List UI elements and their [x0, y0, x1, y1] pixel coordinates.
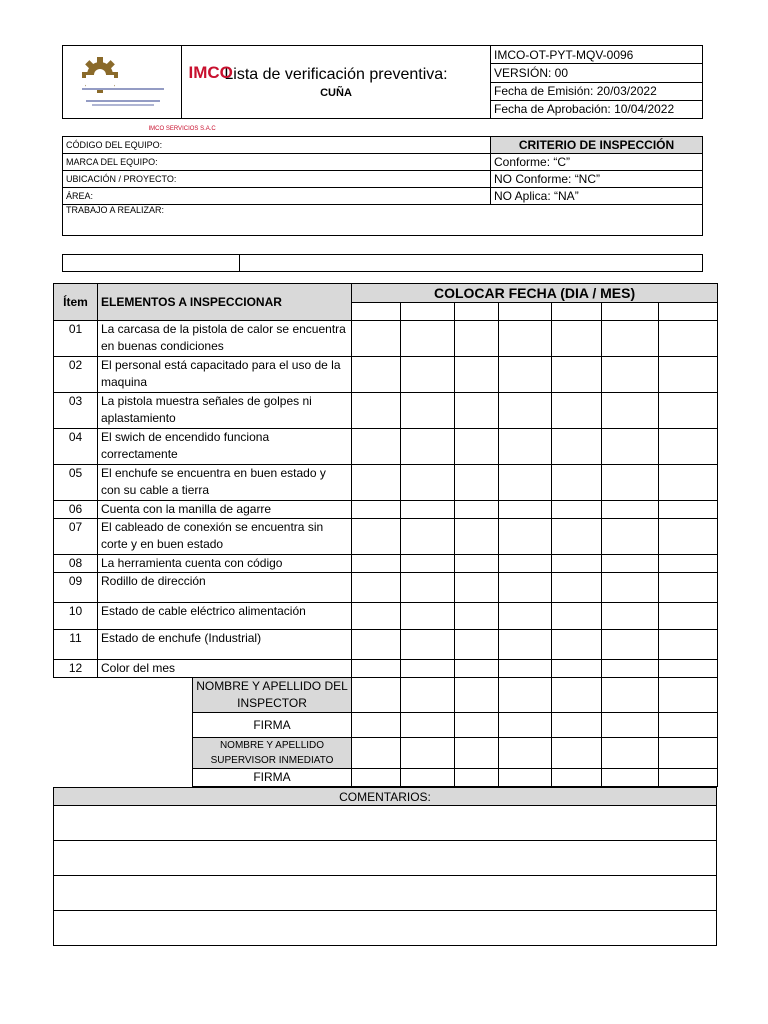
inspector-cell[interactable] — [659, 678, 718, 713]
blank-cell[interactable] — [240, 255, 703, 272]
check-cell[interactable] — [659, 429, 718, 465]
check-cell[interactable] — [352, 465, 401, 501]
logo-subtext: IMCO SERVICIOS S.A.C — [148, 125, 216, 132]
item-number: 04 — [54, 429, 98, 465]
check-cell[interactable] — [499, 501, 552, 519]
check-cell[interactable] — [401, 519, 455, 555]
check-cell[interactable] — [499, 573, 552, 603]
item-number: 08 — [54, 555, 98, 573]
supervisor-cell[interactable] — [499, 738, 552, 769]
inspection-row — [54, 321, 718, 357]
inspector-cell[interactable] — [401, 678, 455, 713]
check-cell[interactable] — [602, 555, 659, 573]
check-cell[interactable] — [401, 660, 455, 678]
check-cell[interactable] — [659, 357, 718, 393]
inspector-name-label: NOMBRE Y APELLIDO DEL INSPECTOR — [193, 678, 352, 713]
supervisor-cell[interactable] — [401, 738, 455, 769]
check-cell[interactable] — [659, 519, 718, 555]
check-cell[interactable] — [602, 630, 659, 660]
location-project-field[interactable]: UBICACIÓN / PROYECTO: — [63, 171, 491, 188]
check-cell[interactable] — [352, 357, 401, 393]
signature-cell[interactable] — [602, 713, 659, 738]
check-cell[interactable] — [552, 429, 602, 465]
supervisor-cell[interactable] — [352, 738, 401, 769]
date-cell[interactable] — [659, 303, 718, 321]
item-column-header: Ítem — [54, 284, 98, 321]
check-cell[interactable] — [602, 660, 659, 678]
equipment-brand-field[interactable]: MARCA DEL EQUIPO: — [63, 154, 491, 171]
document-header — [62, 45, 703, 132]
check-cell[interactable] — [352, 519, 401, 555]
area-field[interactable]: ÁREA: — [63, 188, 491, 205]
check-cell[interactable] — [499, 465, 552, 501]
elements-column-header: ELEMENTOS A INSPECCIONAR — [98, 284, 352, 321]
signature-cell[interactable] — [552, 769, 602, 787]
check-cell[interactable] — [455, 429, 499, 465]
work-to-perform-field[interactable]: TRABAJO A REALIZAR: — [63, 205, 703, 236]
item-number: 03 — [54, 393, 98, 429]
check-cell[interactable] — [552, 321, 602, 357]
supervisor-signature-label: FIRMA — [193, 769, 352, 787]
signature-cell[interactable] — [455, 769, 499, 787]
inspection-element: El enchufe se encuentra en buen estado y con su cable a tierra — [98, 465, 352, 501]
check-cell[interactable] — [455, 393, 499, 429]
inspection-row — [54, 603, 718, 630]
item-number: 01 — [54, 321, 98, 357]
check-cell[interactable] — [455, 573, 499, 603]
inspection-rows — [54, 321, 718, 678]
signature-cell[interactable] — [401, 713, 455, 738]
supervisor-name-label: NOMBRE Y APELLIDO SUPERVISOR INMEDIATO — [193, 738, 352, 769]
check-cell[interactable] — [552, 519, 602, 555]
item-number: 10 — [54, 603, 98, 630]
inspection-element: El swich de encendido funciona correctamente — [98, 429, 352, 465]
inspector-cell[interactable] — [352, 678, 401, 713]
item-number: 06 — [54, 501, 98, 519]
signature-cell[interactable] — [499, 769, 552, 787]
inspection-element: El personal está capacitado para el uso de la maquina — [98, 357, 352, 393]
inspection-element: Estado de cable eléctrico alimentación — [98, 603, 352, 630]
item-number: 02 — [54, 357, 98, 393]
check-cell[interactable] — [499, 393, 552, 429]
item-number: 09 — [54, 573, 98, 603]
supervisor-cell[interactable] — [602, 738, 659, 769]
comment-line[interactable] — [54, 841, 717, 876]
check-cell[interactable] — [602, 321, 659, 357]
check-cell[interactable] — [499, 357, 552, 393]
signature-cell[interactable] — [659, 769, 718, 787]
document-code: IMCO-OT-PYT-MQV-0096 — [491, 46, 703, 64]
item-number: 11 — [54, 630, 98, 660]
signature-cell[interactable] — [659, 713, 718, 738]
check-cell[interactable] — [499, 660, 552, 678]
date-cell[interactable] — [455, 303, 499, 321]
inspection-element: Cuenta con la manilla de agarre — [98, 501, 352, 519]
signature-cell[interactable] — [602, 769, 659, 787]
check-cell[interactable] — [455, 501, 499, 519]
check-cell[interactable] — [659, 321, 718, 357]
inspection-row — [54, 429, 718, 465]
check-cell[interactable] — [602, 465, 659, 501]
check-cell[interactable] — [552, 357, 602, 393]
check-cell[interactable] — [352, 630, 401, 660]
logo-text: IMCO — [188, 62, 233, 82]
check-cell[interactable] — [602, 393, 659, 429]
check-cell[interactable] — [659, 465, 718, 501]
inspection-row — [54, 660, 718, 678]
check-cell[interactable] — [455, 519, 499, 555]
check-cell[interactable] — [499, 555, 552, 573]
inspection-row — [54, 465, 718, 501]
check-cell[interactable] — [352, 573, 401, 603]
comments-title: COMENTARIOS: — [54, 788, 717, 806]
check-cell[interactable] — [659, 573, 718, 603]
inspection-row — [54, 393, 718, 429]
company-logo — [63, 46, 233, 132]
check-cell[interactable] — [455, 630, 499, 660]
check-cell[interactable] — [352, 660, 401, 678]
inspection-element: El cableado de conexión se encuentra sin corte y en buen estado — [98, 519, 352, 555]
check-cell[interactable] — [602, 429, 659, 465]
check-cell[interactable] — [455, 321, 499, 357]
criteria-title: CRITERIO DE INSPECCIÓN — [491, 137, 703, 154]
check-cell[interactable] — [401, 573, 455, 603]
check-cell[interactable] — [602, 603, 659, 630]
item-number: 07 — [54, 519, 98, 555]
check-cell[interactable] — [352, 393, 401, 429]
check-cell[interactable] — [552, 555, 602, 573]
check-cell[interactable] — [659, 555, 718, 573]
inspector-cell[interactable] — [552, 678, 602, 713]
check-cell[interactable] — [659, 393, 718, 429]
check-cell[interactable] — [455, 465, 499, 501]
inspection-element: La carcasa de la pistola de calor se encuentra en buenas condiciones — [98, 321, 352, 357]
supervisor-cell[interactable] — [455, 738, 499, 769]
check-cell[interactable] — [659, 630, 718, 660]
date-cell[interactable] — [602, 303, 659, 321]
item-number: 05 — [54, 465, 98, 501]
check-cell[interactable] — [552, 630, 602, 660]
check-cell[interactable] — [455, 603, 499, 630]
supervisor-cell[interactable] — [552, 738, 602, 769]
criteria-no-aplica: NO Aplica: “NA” — [491, 188, 703, 205]
check-cell[interactable] — [352, 321, 401, 357]
check-cell[interactable] — [499, 429, 552, 465]
comment-line[interactable] — [54, 876, 717, 911]
inspection-element: Estado de enchufe (Industrial) — [98, 630, 352, 660]
check-cell[interactable] — [352, 603, 401, 630]
check-cell[interactable] — [352, 555, 401, 573]
comment-line[interactable] — [54, 806, 717, 841]
check-cell[interactable] — [552, 465, 602, 501]
inspection-element: La pistola muestra señales de golpes ni aplastamiento — [98, 393, 352, 429]
signature-cell[interactable] — [352, 713, 401, 738]
criteria-no-conforme: NO Conforme: “NC” — [491, 171, 703, 188]
check-cell[interactable] — [659, 501, 718, 519]
check-cell[interactable] — [552, 603, 602, 630]
check-cell[interactable] — [455, 555, 499, 573]
inspection-element: Rodillo de dirección — [98, 573, 352, 603]
check-cell[interactable] — [552, 660, 602, 678]
blank-row — [62, 254, 703, 272]
check-cell[interactable] — [659, 660, 718, 678]
inspection-row — [54, 519, 718, 555]
document-subtitle: CUÑA — [320, 86, 352, 99]
inspector-cell[interactable] — [499, 678, 552, 713]
inspector-cell[interactable] — [602, 678, 659, 713]
date-cell[interactable] — [401, 303, 455, 321]
check-cell[interactable] — [552, 393, 602, 429]
date-cell[interactable] — [552, 303, 602, 321]
check-cell[interactable] — [602, 519, 659, 555]
date-cell[interactable] — [499, 303, 552, 321]
comments-section — [53, 787, 717, 946]
document-version: VERSIÓN: 00 — [491, 64, 703, 82]
check-cell[interactable] — [499, 630, 552, 660]
inspector-cell[interactable] — [455, 678, 499, 713]
check-cell[interactable] — [499, 321, 552, 357]
check-cell[interactable] — [401, 465, 455, 501]
signature-cell[interactable] — [352, 769, 401, 787]
date-cell[interactable] — [352, 303, 401, 321]
check-cell[interactable] — [602, 501, 659, 519]
check-cell[interactable] — [401, 357, 455, 393]
check-cell[interactable] — [499, 519, 552, 555]
blank-cell[interactable] — [63, 255, 240, 272]
inspection-element: La herramienta cuenta con código — [98, 555, 352, 573]
imco-gear-logo-icon — [72, 49, 172, 111]
inspection-row — [54, 573, 718, 603]
approval-date: Fecha de Aprobación: 10/04/2022 — [491, 100, 703, 118]
check-cell[interactable] — [552, 573, 602, 603]
check-cell[interactable] — [602, 573, 659, 603]
signature-cell[interactable] — [401, 769, 455, 787]
check-cell[interactable] — [659, 603, 718, 630]
check-cell[interactable] — [499, 603, 552, 630]
check-cell[interactable] — [602, 357, 659, 393]
inspection-row — [54, 501, 718, 519]
signature-cell[interactable] — [499, 713, 552, 738]
inspection-element: Color del mes — [98, 660, 352, 678]
signature-cell[interactable] — [455, 713, 499, 738]
equipment-code-field[interactable]: CÓDIGO DEL EQUIPO: — [63, 137, 491, 154]
signature-cell[interactable] — [552, 713, 602, 738]
date-column-header: COLOCAR FECHA (DIA / MES) — [352, 284, 718, 303]
item-number: 12 — [54, 660, 98, 678]
criteria-conforme: Conforme: “C” — [491, 154, 703, 171]
check-cell[interactable] — [401, 501, 455, 519]
check-cell[interactable] — [401, 321, 455, 357]
inspector-signature-label: FIRMA — [193, 713, 352, 738]
check-cell[interactable] — [352, 429, 401, 465]
inspection-row — [54, 630, 718, 660]
check-cell[interactable] — [455, 660, 499, 678]
check-cell[interactable] — [401, 630, 455, 660]
check-cell[interactable] — [401, 429, 455, 465]
equipment-info — [62, 136, 703, 236]
inspection-row — [54, 555, 718, 573]
emission-date: Fecha de Emisión: 20/03/2022 — [491, 82, 703, 100]
check-cell[interactable] — [401, 603, 455, 630]
check-cell[interactable] — [352, 501, 401, 519]
check-cell[interactable] — [401, 393, 455, 429]
inspection-table — [53, 283, 718, 787]
check-cell[interactable] — [401, 555, 455, 573]
check-cell[interactable] — [552, 501, 602, 519]
spacer — [54, 678, 193, 787]
document-title: Lista de verificación preventiva: — [224, 65, 448, 83]
inspection-row — [54, 357, 718, 393]
comment-line[interactable] — [54, 911, 717, 946]
check-cell[interactable] — [455, 357, 499, 393]
supervisor-cell[interactable] — [659, 738, 718, 769]
